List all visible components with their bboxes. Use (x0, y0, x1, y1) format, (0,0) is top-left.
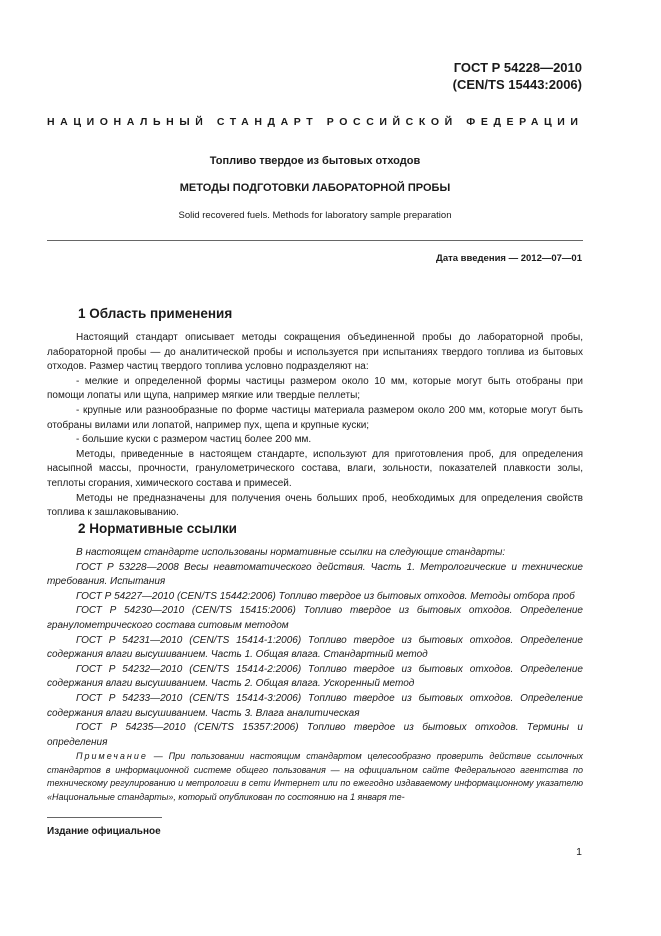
standard-code-cen: (CEN/TS 15443:2006) (452, 77, 582, 92)
title-main: МЕТОДЫ ПОДГОТОВКИ ЛАБОРАТОРНОЙ ПРОБЫ (179, 182, 451, 194)
note-label: Примечание (76, 751, 148, 761)
section-1-heading: 1 Область применения (78, 306, 233, 321)
section-1-body (47, 331, 583, 521)
paragraph: - мелкие и определенной формы частицы размером около 10 мм, которые могут быть отобраны при помощи лопаты или щупа, например мягкие или твердые пеллеты; (47, 375, 583, 402)
national-standard-banner: НАЦИОНАЛЬНЫЙ СТАНДАРТ РОССИЙСКОЙ ФЕДЕРАЦИИ (47, 116, 584, 128)
title-english: Solid recovered fuels. Methods for laboratory sample preparation (178, 210, 452, 221)
reference-item: ГОСТ Р 54230—2010 (CEN/TS 15415:2006) Топливо твердое из бытовых отходов. Определение гранулометрического состава ситовым методом (47, 605, 583, 631)
reference-item: ГОСТ Р 54233—2010 (CEN/TS 15414-3:2006) Топливо твердое из бытовых отходов. Определение содержания влаги высушиванием. Часть 3. Влага аналитическая (47, 692, 583, 719)
paragraph: Методы не предназначены для получения очень больших проб, необходимых для определения свойств топлива к зашлаковыванию. (47, 492, 583, 519)
reference-item: ГОСТ Р 54232—2010 (CEN/TS 15414-2:2006) Топливо твердое из бытовых отходов. Определение содержания влаги высушиванием. Часть 2. Общая влага. Ускоренный метод (47, 663, 583, 690)
reference-item: ГОСТ Р 54231—2010 (CEN/TS 15414-1:2006) Топливо твердое из бытовых отходов. Определение содержания влаги высушиванием. Часть 1. Общая влага. Стандартный метод (47, 634, 583, 661)
paragraph: - крупные или разнообразные по форме частицы материала размером около 200 мм, которые могут быть отобраны вилами или лопатой, например пух, щепа и крупные куски; (47, 404, 583, 431)
reference-item: ГОСТ Р 54227—2010 (CEN/TS 15442:2006) Топливо твердое из бытовых отходов. Методы отбора проб (76, 590, 575, 602)
divider (47, 240, 583, 241)
title-subject: Топливо твердое из бытовых отходов (209, 155, 421, 167)
paragraph: Методы, приведенные в настоящем стандарте, используют для приготовления проб, для определения насыпной массы, прочности, гранулометрического состава, влаги, зольности, показателей плавкости золы, теплоты сгорания, химического состава и примесей. (47, 448, 583, 489)
paragraph: В настоящем стандарте использованы нормативные ссылки на следующие стандарты: (76, 547, 506, 558)
official-edition: Издание официальное (47, 826, 161, 837)
paragraph: Настоящий стандарт описывает методы сокращения объединенной пробы до лабораторной пробы, лабораторной пробы — до аналитической пробы и используется при испытаниях твердого топлива из бытовых отходов. Размер частиц твердого топлива условно подразделяют на: (47, 332, 583, 373)
section-2-body (47, 546, 583, 750)
introduction-date: Дата введения — 2012—07—01 (436, 253, 582, 264)
footer-divider (47, 817, 162, 818)
section-2-heading: 2 Нормативные ссылки (78, 521, 237, 536)
note (47, 750, 583, 804)
paragraph: - большие куски с размером частиц более 200 мм. (76, 434, 312, 446)
note-text: — При пользовании настоящим стандартом целесообразно проверить действие ссылочных стандартов в информационной системе общего пользования — на официальном сайте Федерального агентства по техническому регулированию и метрологии в сети Интернет или по ежегодно издаваемому информационному указателю «Национальные стандарты», который опубликован по состоянию на 1 января те- (47, 751, 583, 802)
reference-item: ГОСТ Р 53228—2008 Весы неавтоматического действия. Часть 1. Метрологические и технические требования. Испытания (47, 561, 583, 588)
page-number: 1 (576, 846, 582, 858)
standard-code: ГОСТ Р 54228—2010 (453, 60, 582, 75)
reference-item: ГОСТ Р 54235—2010 (CEN/TS 15357:2006) Топливо твердое из бытовых отходов. Термины и определения (47, 722, 583, 748)
